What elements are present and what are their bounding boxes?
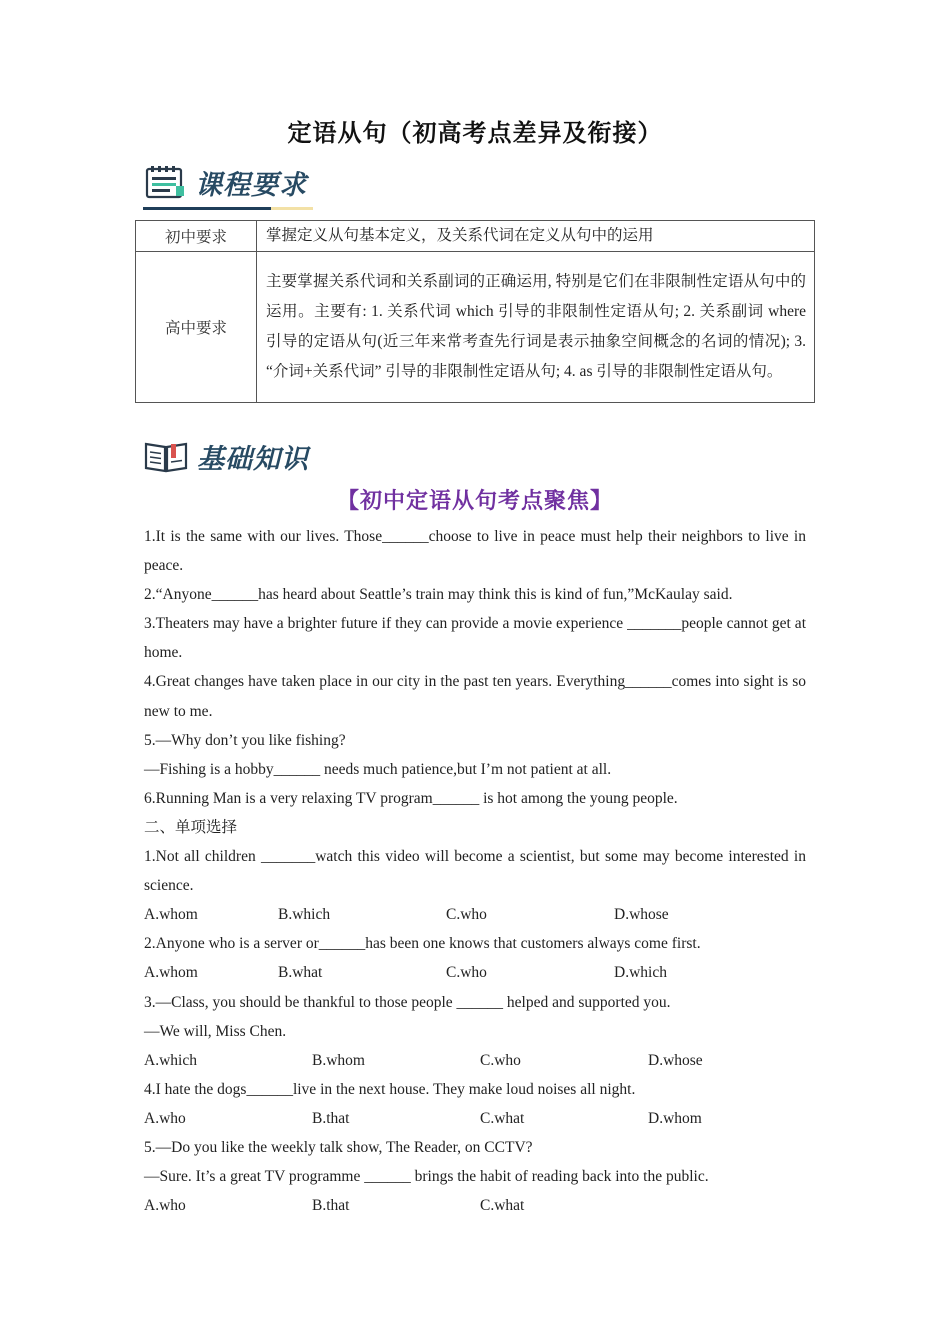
page-title: 定语从句（初高考点差异及衔接）: [287, 119, 663, 147]
options-row: [144, 900, 806, 929]
question-line: 6.Running Man is a very relaxing TV program______ is hot among the young people.: [144, 789, 678, 807]
question-line: 5.—Why don’t you like fishing?: [144, 731, 346, 749]
option-c: C.who: [446, 906, 487, 924]
question-line: —Fishing is a hobby______ needs much patience,but I’m not patient at all.: [144, 760, 612, 778]
options-row: [144, 1104, 806, 1133]
question-line: 4.Great changes have taken place in our city in the past ten years. Everything______comes into sight is so new to me.: [144, 673, 806, 720]
option-a: A.whom: [144, 964, 198, 982]
option-c: C.what: [480, 1109, 525, 1127]
row-key: 高中要求: [136, 252, 257, 403]
question-line: 5.—Do you like the weekly talk show, The Reader, on CCTV?: [144, 1138, 533, 1156]
question-line: 1.Not all children _______watch this video will become a scientist, but some may become interested in science.: [144, 848, 806, 895]
mc-list: [144, 842, 806, 1220]
section-header-basic-knowledge: [143, 434, 309, 478]
question-line: 4.I hate the dogs______live in the next house. They make loud noises all night.: [144, 1080, 636, 1098]
option-b: B.what: [278, 964, 323, 982]
section-header-course-requirements: [143, 160, 307, 204]
subheading: 【初中定语从句考点聚焦】: [336, 489, 613, 514]
option-a: A.who: [144, 1197, 186, 1215]
option-a: A.which: [144, 1051, 197, 1069]
exercise-content: [144, 522, 806, 1220]
question-line: 3.—Class, you should be thankful to those people ______ helped and supported you.: [144, 993, 671, 1011]
options-row: [144, 1046, 806, 1075]
section-title: 基础知识: [197, 443, 309, 475]
options-row: [144, 1191, 806, 1220]
section-underline: [143, 207, 313, 210]
row-value: 主要掌握关系代词和关系副词的正确运用, 特别是它们在非限制性定语从句中的运用。主要有: 1. 关系代词 which 引导的非限制性定语从句; 2. 关系副词 where 引导的定语从句(近三年来常考查先行词是表示抽象空间概念的名词的情况); 3. “介词+关系代词” 引导的非限制性定语从句; 4. as 引导的非限制性定语从句。: [257, 252, 815, 403]
question-line: —We will, Miss Chen.: [144, 1022, 287, 1040]
option-b: B.that: [312, 1197, 350, 1215]
question-line: 1.It is the same with our lives. Those______choose to live in peace must help their neighbors to live in peace.: [144, 528, 806, 575]
table-row: [136, 252, 815, 403]
open-book-icon: [143, 438, 189, 474]
table-row: [136, 221, 815, 252]
option-d: D.whose: [648, 1051, 703, 1069]
option-c: C.who: [480, 1051, 521, 1069]
option-a: A.whom: [144, 906, 198, 924]
requirements-table: [135, 220, 815, 403]
option-d: D.whom: [648, 1109, 702, 1127]
option-a: A.who: [144, 1109, 186, 1127]
options-row: [144, 958, 806, 987]
option-b: B.which: [278, 906, 331, 924]
notepad-icon: [143, 164, 187, 200]
question-line: 2.“Anyone______has heard about Seattle’s train may think this is kind of fun,”McKaulay said.: [144, 586, 733, 604]
option-c: C.who: [446, 964, 487, 982]
option-c: C.what: [480, 1197, 525, 1215]
option-d: D.whose: [614, 906, 669, 924]
option-b: B.that: [312, 1109, 350, 1127]
mc-heading: 二、单项选择: [144, 818, 238, 836]
question-line: 3.Theaters may have a brighter future if they can provide a movie experience _______people cannot get at home.: [144, 615, 806, 662]
row-key: 初中要求: [136, 221, 257, 252]
option-d: D.which: [614, 964, 667, 982]
section-title: 课程要求: [195, 169, 307, 201]
row-value: 掌握定义从句基本定义，及关系代词在定义从句中的运用: [257, 221, 815, 252]
question-line: —Sure. It’s a great TV programme ______ brings the habit of reading back into the public.: [144, 1168, 709, 1186]
option-b: B.whom: [312, 1051, 365, 1069]
question-line: 2.Anyone who is a server or______has been one knows that customers always come first.: [144, 935, 701, 953]
